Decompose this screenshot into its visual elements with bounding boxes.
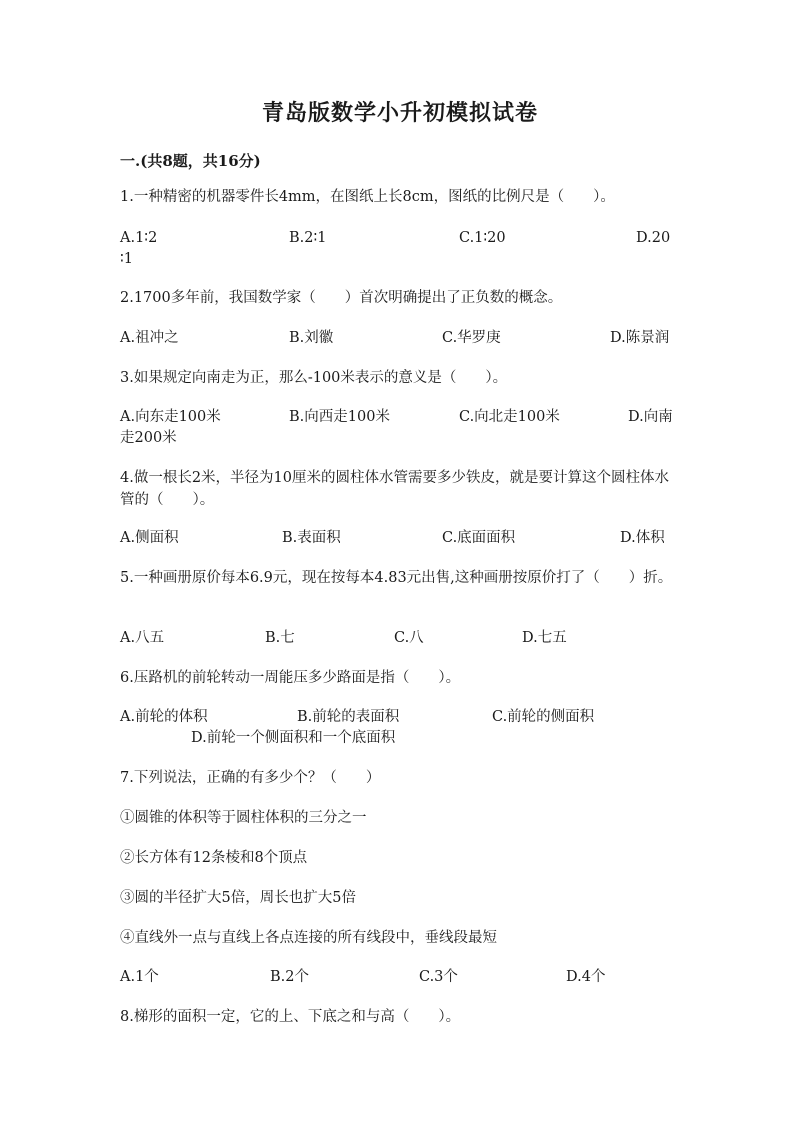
q6-option-a[interactable]: A.前轮的体积 [120,709,208,725]
q1-option-a[interactable]: A.1∶2 [120,230,158,246]
q2-option-b[interactable]: B.刘徽 [289,330,334,346]
q4-option-b[interactable]: B.表面积 [282,530,341,546]
q7-option-d[interactable]: D.4个 [566,969,606,985]
q7-option-a[interactable]: A.1个 [120,969,159,985]
q4-option-d[interactable]: D.体积 [620,530,665,546]
q2-option-c[interactable]: C.华罗庚 [442,330,501,346]
question-2: 2.1700多年前，我国数学家（ ）首次明确提出了正负数的概念。 [120,290,563,306]
q6-option-d[interactable]: D.前轮一个侧面积和一个底面积 [191,730,396,746]
question-6: 6.压路机的前轮转动一周能压多少路面是指（ ）。 [120,670,461,686]
q1-option-d[interactable]: D.20 [636,230,671,246]
exam-title: 青岛版数学小升初模拟试卷 [261,100,538,126]
q7-statement-3: ③圆的半径扩大5倍，周长也扩大5倍 [120,890,356,906]
q5-option-a[interactable]: A.八五 [120,630,165,646]
q3-option-c[interactable]: C.向北走100米 [459,409,560,425]
q1-option-d-continued: ∶1 [120,251,133,267]
q6-option-c[interactable]: C.前轮的侧面积 [492,709,595,725]
q3-option-d-continued: 走200米 [120,430,177,446]
question-8: 8.梯形的面积一定，它的上、下底之和与高（ ）。 [120,1009,461,1025]
question-4: 4.做一根长2米，半径为10厘米的圆柱体水管需要多少铁皮，就是要计算这个圆柱体水管的（ ）。 [120,470,670,508]
q5-option-c[interactable]: C.八 [394,630,424,646]
q3-option-a[interactable]: A.向东走100米 [120,409,221,425]
q1-option-b[interactable]: B.2∶1 [289,230,327,246]
q1-option-c[interactable]: C.1∶20 [459,230,506,246]
q2-option-a[interactable]: A.祖冲之 [120,330,179,346]
q3-option-b[interactable]: B.向西走100米 [289,409,390,425]
q6-option-b[interactable]: B.前轮的表面积 [297,709,400,725]
question-5: 5.一种画册原价每本6.9元，现在按每本4.83元出售,这种画册按原价打了（ ）折。 [120,570,673,586]
question-7: 7.下列说法，正确的有多少个？（ ） [120,770,381,786]
q7-statement-4: ④直线外一点与直线上各点连接的所有线段中，垂线段最短 [120,930,497,946]
section-heading: 一.(共8题，共16分) [120,152,261,170]
q4-option-c[interactable]: C.底面面积 [442,530,516,546]
q7-option-c[interactable]: C.3个 [419,969,458,985]
q7-option-b[interactable]: B.2个 [270,969,309,985]
question-3: 3.如果规定向南走为正，那么-100米表示的意义是（ ）。 [120,370,508,386]
q3-option-d[interactable]: D.向南 [628,409,673,425]
question-1: 1.一种精密的机器零件长4mm，在图纸上长8cm，图纸的比例尺是（ ）。 [120,189,615,205]
q5-option-b[interactable]: B.七 [265,630,295,646]
q2-option-d[interactable]: D.陈景润 [610,330,670,346]
q4-option-a[interactable]: A.侧面积 [120,530,179,546]
q7-statement-1: ①圆锥的体积等于圆柱体积的三分之一 [120,810,367,826]
q5-option-d[interactable]: D.七五 [522,630,567,646]
q7-statement-2: ②长方体有12条棱和8个顶点 [120,850,308,866]
